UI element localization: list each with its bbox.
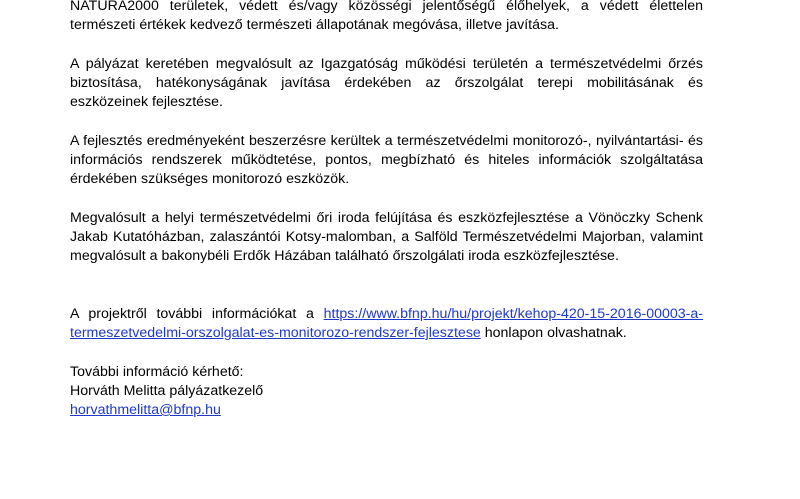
paragraph-natura2000: NATURA2000 területek, védett és/vagy közösségi jelentőségű élőhelyek, a védett élettelen természeti értékek kedvező természeti állapotának megóvása, illetve javítása. — [70, 0, 703, 33]
contact-block — [70, 363, 703, 420]
spacer — [70, 343, 703, 363]
paragraph-monitoring-eszkozok: A fejlesztés eredményeként beszerzésre kerültek a természetvédelmi monitorozó-, nyilvántartási- és információs rendszerek működtetése, pontos, megbízható és hiteles információk szolgáltatása érdekében szükséges monitorozó eszközök. — [70, 133, 703, 187]
contact-heading: További információ kérhető: — [70, 364, 244, 380]
spacer — [70, 35, 703, 55]
project-info-prefix: A projektről további információkat a — [70, 306, 324, 322]
document-body — [70, 0, 703, 420]
contact-name: Horváth Melitta pályázatkezelő — [70, 383, 264, 399]
spacer — [70, 266, 703, 305]
paragraph-iroda-felujitas: Megvalósult a helyi természetvédelmi őri iroda felújítása és eszközfejlesztése a Vönöczky Schenk Jakab Kutatóházban, zalaszántói Kotsy-malomban, a Salföld Természetvédelmi Majorban, valamint megvalósult a bakonybéli Erdők Házában található őrszolgálati iroda eszközfejlesztése. — [70, 210, 703, 264]
spacer — [70, 189, 703, 209]
project-url-link[interactable]: https://www.bfnp.hu/hu/projekt/kehop-420-15-2016-00003-a-termeszetvedelmi-orszolgalat-es-monitorozo-rendszer-fejlesztese — [70, 306, 703, 341]
paragraph-orszolgalat: A pályázat keretében megvalósult az Igazgatóság működési területén a természetvédelmi őrzés biztosítása, hatékonyságának javítása érdekében az őrszolgálat terepi mobilitásának és eszközeinek fejlesztése. — [70, 56, 703, 110]
project-info-suffix: honlapon olvashatnak. — [480, 325, 627, 341]
contact-email-link[interactable]: horvathmelitta@bfnp.hu — [70, 402, 221, 418]
paragraph-project-info — [70, 305, 703, 343]
spacer — [70, 112, 703, 132]
